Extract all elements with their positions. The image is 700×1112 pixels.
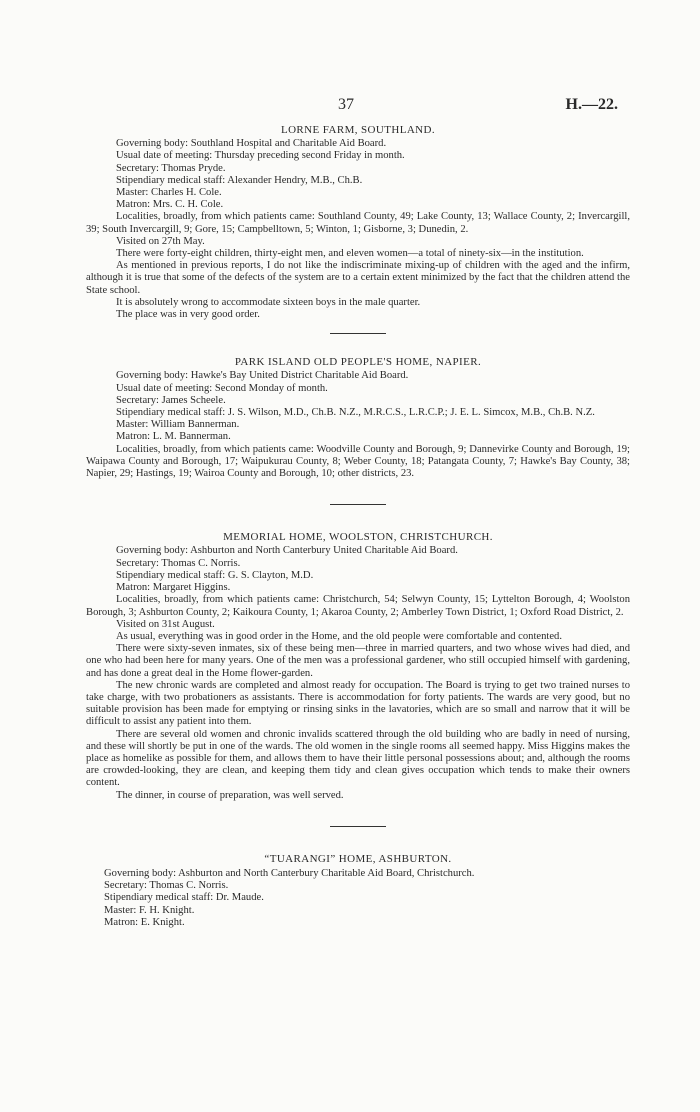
text-line: Governing body: Hawke's Bay United District Charitable Aid Board. <box>116 370 409 382</box>
text-line: Secretary: Thomas Pryde. <box>116 162 226 174</box>
paragraph: It is absolutely wrong to accommodate sixteen boys in the male quarter. <box>116 296 421 308</box>
text-line: Stipendiary medical staff: Dr. Maude. <box>104 892 264 904</box>
text-line: Stipendiary medical staff: Alexander Hendry, M.B., Ch.B. <box>116 174 363 186</box>
paragraph: As usual, everything was in good order in the Home, and the old people were comfortable and contented. <box>116 630 562 642</box>
section-park-island <box>86 356 630 480</box>
text-line: Master: Charles H. Cole. <box>116 187 222 199</box>
paragraph: Localities, broadly, from which patients came: Christchurch, 54; Selwyn County, 15; Lyttelton Borough, 4; Woolston Borough, 3; Ashburton County, 2; Kaikoura County, 1; Akaroa County, 2; Amberley Town District, 1; Oxford Road District, 2. <box>86 594 630 618</box>
paragraph: Visited on 31st August. <box>116 618 215 630</box>
section-title: PARK ISLAND OLD PEOPLE'S HOME, NAPIER. <box>234 356 482 369</box>
paragraph: There are several old women and chronic invalids scattered through the old building who are badly in need of nursing, and these will shortly be put in one of the wards. The old women in the single rooms all seemed happy. Miss Higgins makes the place as homelike as possible for them, and allows them to have their little personal possessions about; and, although the rooms are crowded-looking, they are clean, and keeping them tidy and clean gives occupation which tends to make their owners content. <box>86 728 630 789</box>
text-line: Governing body: Ashburton and North Canterbury Charitable Aid Board, Christchurch. <box>104 867 475 879</box>
text-line: Governing body: Ashburton and North Canterbury United Charitable Aid Board. <box>116 545 458 557</box>
section-lorne-farm <box>86 124 630 321</box>
document-reference: H.—22. <box>565 96 618 113</box>
text-line: Governing body: Southland Hospital and Charitable Aid Board. <box>116 138 387 150</box>
paragraph: Stipendiary medical staff: J. S. Wilson, M.D., Ch.B. N.Z., M.R.C.S., L.R.C.P.; J. E. L. Simcox, M.B., Ch.B. N.Z. <box>116 407 595 419</box>
section-divider <box>330 826 386 827</box>
text-line: Matron: Mrs. C. H. Cole. <box>116 199 224 211</box>
section-tuarangi-home <box>86 853 630 929</box>
paragraph: Localities, broadly, from which patients came: Woodville County and Borough, 9; Dannevirke County and Borough, 19; Waipawa County and Borough, 17; Waipukurau County, 8; Weber County, 18; Patangata County, 7; Hawke's Bay County, 38; Napier, 29; Hastings, 19; Wairoa County and Borough, 10; other districts, 23. <box>86 443 630 480</box>
paragraph: There were forty-eight children, thirty-eight men, and eleven women—a total of ninety-six—in the institution. <box>116 248 584 260</box>
paragraph: Visited on 27th May. <box>116 235 205 247</box>
section-divider <box>330 333 386 334</box>
section-title: MEMORIAL HOME, WOOLSTON, CHRISTCHURCH. <box>223 531 493 544</box>
text-line: Master: William Bannerman. <box>116 419 240 431</box>
text-line: Matron: Margaret Higgins. <box>116 582 231 594</box>
text-line: Secretary: Thomas C. Norris. <box>104 880 229 892</box>
paragraph: As mentioned in previous reports, I do not like the indiscriminate mixing-up of children with the aged and the infirm, although it is true that some of the defects of the system are to a certain extent minimized by the fact that the children attend the State school. <box>86 260 630 296</box>
text-line: Secretary: James Scheele. <box>116 394 226 406</box>
text-line: Matron: E. Knight. <box>104 916 185 928</box>
text-line: Master: F. H. Knight. <box>104 904 195 916</box>
section-title: LORNE FARM, SOUTHLAND. <box>280 124 436 136</box>
paragraph: There were sixty-seven inmates, six of these being men—three in married quarters, and two whose wives had died, and one who had been here for many years. One of the men was a professional gardener, who still occupied himself with gardening, and has done a great deal in the Home flower-garden. <box>86 643 630 679</box>
section-divider <box>330 504 386 505</box>
section-title: “TUARANGI” HOME, ASHBURTON. <box>264 852 452 865</box>
paragraph: Localities, broadly, from which patients came: Southland County, 49; Lake County, 13; Wallace County, 2; Invercargill, 39; South Invercargill, 9; Gore, 15; Campbelltown, 5; Winton, 1; Gisborne, 3; Dunedin, 2. <box>86 211 630 235</box>
paragraph: The new chronic wards are completed and almost ready for occupation. The Board is trying to get two trained nurses to take charge, with two probationers as assistants. There is accommodation for forty patients. The wards are very good, but no suitable provision has been made for emptying or rinsing sinks in the lavatories, which are so small and narrow that it will be difficult to assist any patient into them. <box>86 679 630 728</box>
text-line: Usual date of meeting: Second Monday of month. <box>116 382 328 394</box>
section-memorial-home <box>86 531 630 801</box>
page-number: 37 <box>338 96 354 113</box>
paragraph: The dinner, in course of preparation, was well served. <box>116 789 344 801</box>
text-line: Stipendiary medical staff: G. S. Clayton, M.D. <box>116 569 314 581</box>
paragraph: The place was in very good order. <box>116 309 260 321</box>
text-line: Secretary: Thomas C. Norris. <box>116 557 241 569</box>
page-body <box>86 124 630 929</box>
page-header <box>0 96 700 116</box>
text-line: Matron: L. M. Bannerman. <box>116 431 231 443</box>
text-line: Usual date of meeting: Thursday preceding second Friday in month. <box>116 150 405 162</box>
